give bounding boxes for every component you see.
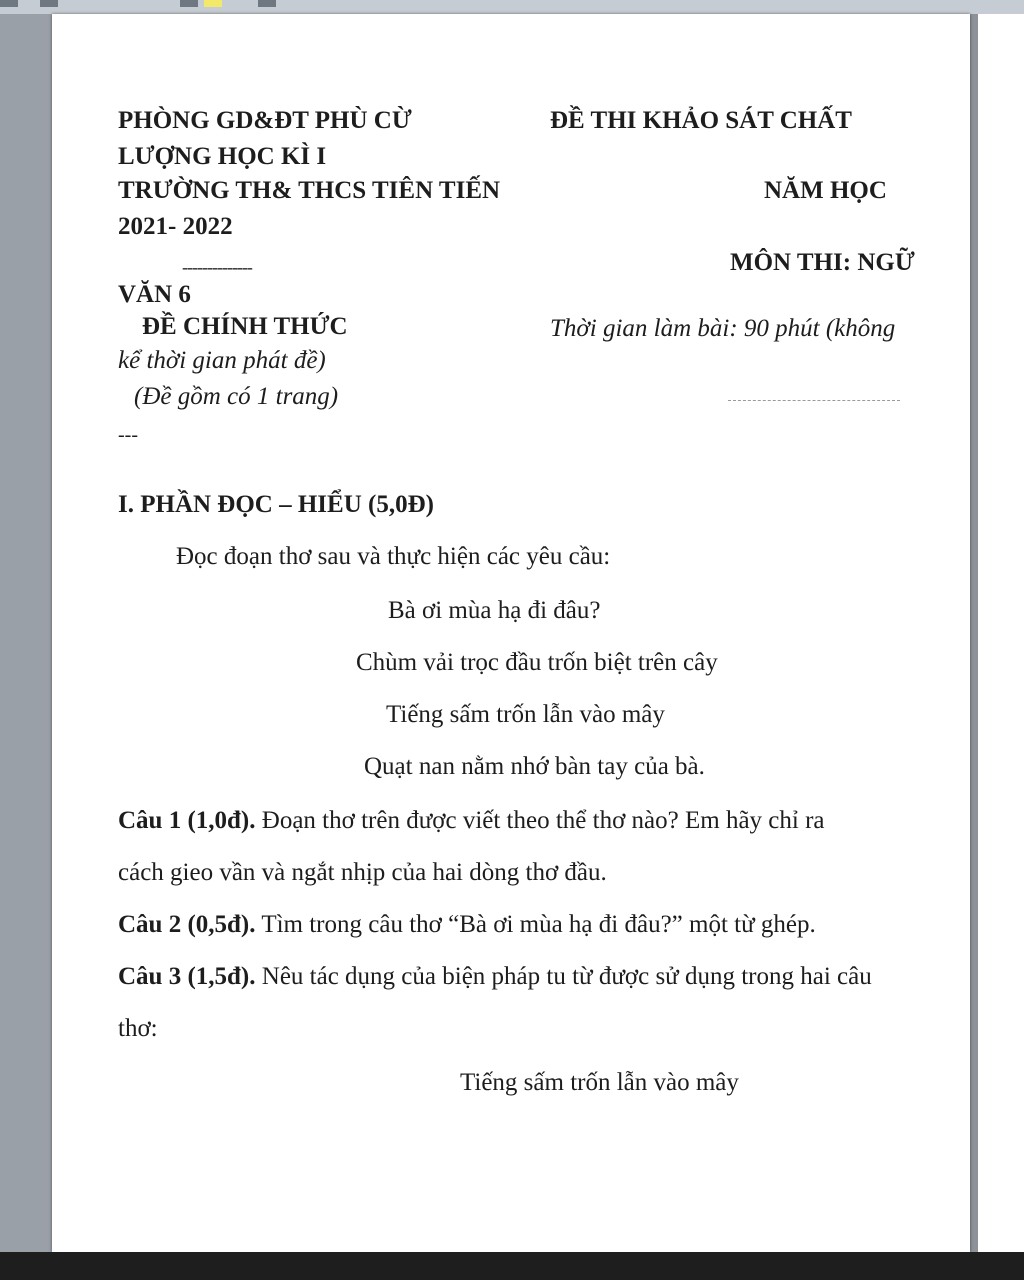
- question-3-label: Câu 3 (1,5đ).: [118, 963, 256, 990]
- quoted-poem-line: Tiếng sấm trốn lẫn vào mây: [460, 1069, 739, 1096]
- question-3-cont: thơ:: [118, 1015, 158, 1042]
- document-page: [52, 14, 970, 1252]
- school-name: TRƯỜNG TH& THCS TIÊN TIẾN: [118, 177, 501, 204]
- instruction-text: Đọc đoạn thơ sau và thực hiện các yêu cầu:: [176, 543, 611, 570]
- question-2-text: Tìm trong câu thơ “Bà ơi mùa hạ đi đâu?” một từ ghép.: [255, 911, 816, 938]
- header-divider: --------------: [182, 257, 252, 277]
- question-1-text: Đoạn thơ trên được viết theo thể thơ nào? Em hãy chỉ ra: [255, 807, 825, 834]
- next-page-edge: [978, 14, 1024, 1252]
- window-toolbar: [0, 0, 1024, 14]
- question-1-cont: cách gieo vần và ngắt nhịp của hai dòng thơ đầu.: [118, 859, 607, 886]
- question-2-label: Câu 2 (0,5đ).: [118, 911, 256, 938]
- school-year-label: NĂM HỌC: [764, 177, 887, 204]
- question-1-label: Câu 1 (1,0đ).: [118, 807, 256, 834]
- toolbar-icon[interactable]: [180, 0, 198, 7]
- page-count-note: (Đề gồm có 1 trang): [134, 383, 339, 410]
- toolbar-icon[interactable]: [258, 0, 276, 7]
- left-margin: [0, 14, 52, 1252]
- exam-title: ĐỀ THI KHẢO SÁT CHẤT: [550, 107, 852, 134]
- poem-line: Quạt nan nằm nhớ bàn tay của bà.: [364, 753, 705, 780]
- poem-line: Chùm vải trọc đầu trốn biệt trên cây: [356, 649, 718, 676]
- subject-cont: VĂN 6: [118, 281, 191, 308]
- question-2: [118, 910, 816, 940]
- question-3-text: Nêu tác dụng của biện pháp tu từ được sử dụng trong hai câu: [255, 963, 872, 990]
- poem-line: Tiếng sấm trốn lẫn vào mây: [386, 701, 665, 728]
- toolbar-icon[interactable]: [0, 0, 18, 7]
- highlight-icon[interactable]: [204, 0, 222, 7]
- school-year: 2021- 2022: [118, 213, 233, 240]
- poem-line: Bà ơi mùa hạ đi đâu?: [388, 597, 601, 624]
- short-divider: ---: [118, 424, 138, 446]
- official-label: ĐỀ CHÍNH THỨC: [142, 313, 348, 340]
- question-1: [118, 806, 825, 836]
- subject-label: MÔN THI: NGỮ: [730, 249, 915, 276]
- section-title: I. PHẦN ĐỌC – HIỂU (5,0Đ): [118, 491, 434, 518]
- exam-title-cont: LƯỢNG HỌC KÌ I: [118, 143, 327, 170]
- bottom-bar: [0, 1252, 1024, 1280]
- time-allowed: Thời gian làm bài: 90 phút (không: [550, 315, 896, 342]
- time-allowed-cont: kể thời gian phát đề): [118, 347, 326, 374]
- header-rule: [728, 400, 900, 401]
- question-3: [118, 962, 872, 992]
- department-name: PHÒNG GD&ĐT PHÙ CỪ: [118, 107, 412, 134]
- toolbar-icon[interactable]: [40, 0, 58, 7]
